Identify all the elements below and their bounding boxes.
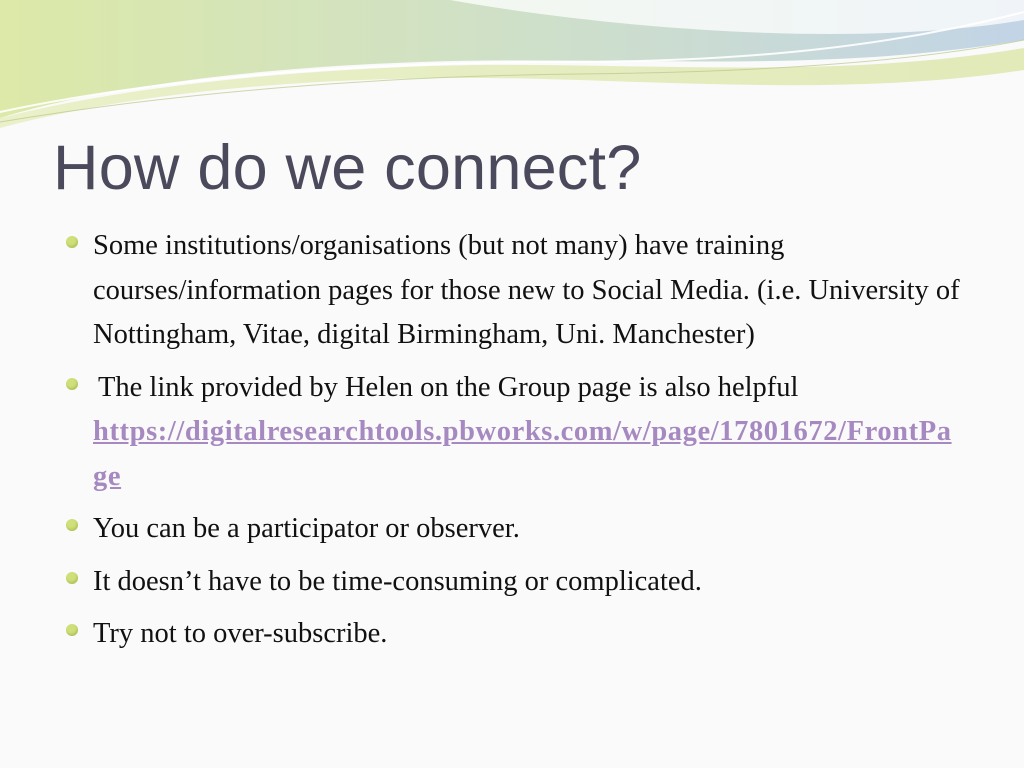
bullet-text: You can be a participator or observer.: [93, 513, 520, 544]
bullet-dot-icon: [66, 572, 78, 584]
slide-title: How do we connect?: [53, 133, 642, 203]
decorative-wave-banner: [0, 0, 1024, 130]
bullet-dot-icon: [66, 236, 78, 248]
bullet-text: Some institutions/organisations (but not many) have training courses/information pages for those new to Social Media. (i.e. University of Nottingham, Vitae, digital Birmingham, Uni. Manchester): [93, 230, 960, 350]
bullet-item: [66, 507, 966, 552]
bullet-text: It doesn’t have to be time-consuming or complicated.: [93, 565, 702, 597]
bullet-text: The link provided by Helen on the Group page is also helpful: [98, 371, 799, 403]
bullet-item: [66, 560, 966, 605]
resource-link[interactable]: https://digitalresearchtools.pbworks.com/w/page/17801672/FrontPage: [93, 416, 952, 492]
bullet-dot-icon: [66, 378, 78, 390]
bullet-text: Try not to over-subscribe.: [93, 618, 388, 649]
bullet-item: [66, 366, 966, 500]
bullet-item: [66, 612, 966, 657]
bullet-item: [66, 224, 966, 358]
bullet-dot-icon: [66, 624, 78, 636]
bullet-list: [66, 224, 966, 665]
bullet-dot-icon: [66, 519, 78, 531]
